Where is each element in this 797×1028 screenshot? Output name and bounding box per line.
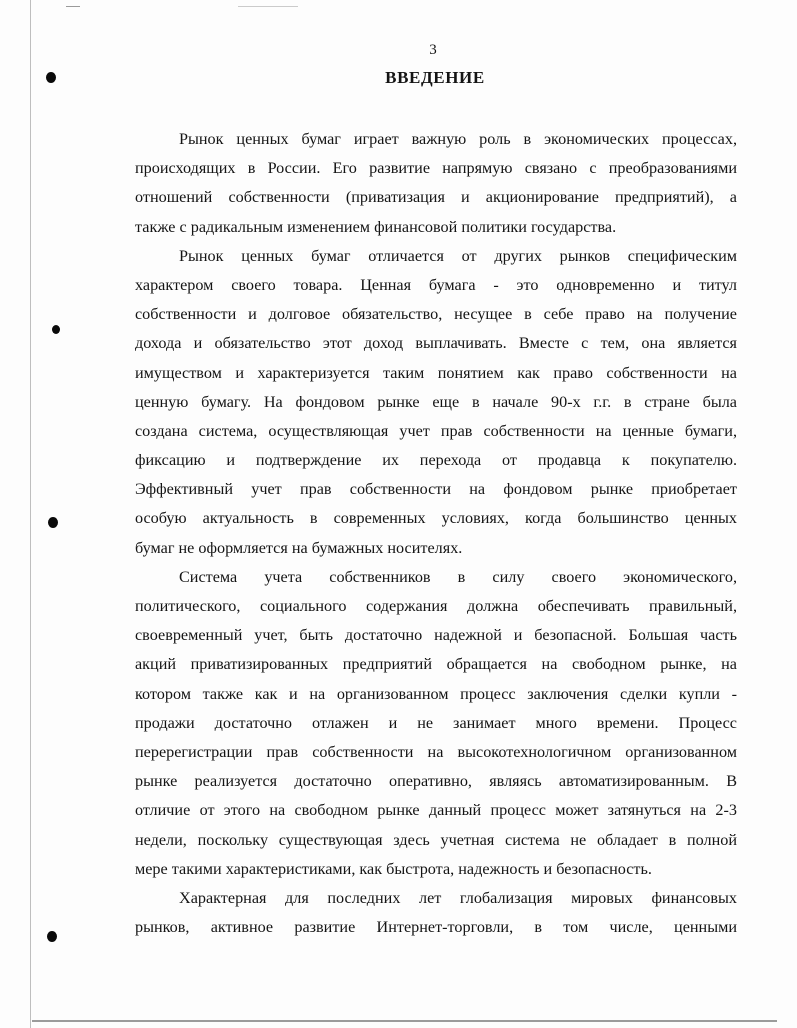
text-line: Рынок ценных бумаг играет важную роль в экономических процессах, bbox=[179, 130, 737, 148]
text-line: котором также как и на организованном процесс заключения сделки купли - bbox=[135, 684, 737, 703]
text-line: акций приватизированных предприятий обращается на свободном рынке, на bbox=[135, 655, 737, 674]
text-line: недели, поскольку существующая здесь учетная система не обладает в полной bbox=[135, 830, 737, 849]
text-line: фиксацию и подтверждение их перехода от продавца к покупателю. bbox=[135, 451, 737, 470]
scan-bottom-rule bbox=[32, 1020, 777, 1022]
text-line: продажи достаточно отлажен и не занимает много времени. Процесс bbox=[135, 713, 737, 732]
text-line: перерегистрации прав собственности на высокотехнологичном организованном bbox=[135, 742, 737, 761]
binding-hole-dot bbox=[47, 931, 57, 942]
text-line: политического, социального содержания должна обеспечивать правильный, bbox=[135, 597, 737, 615]
text-line: бумаг не оформляется на бумажных носителях. bbox=[135, 538, 463, 557]
page-title: ВВЕДЕНИЕ bbox=[385, 68, 485, 87]
page-number: 3 bbox=[429, 42, 437, 58]
text-line: Эффективный учет прав собственности на фондовом рынке приобретает bbox=[135, 480, 737, 499]
text-line: мере такими характеристиками, как быстрота, надежность и безопасность. bbox=[135, 859, 652, 878]
text-line: отношений собственности (приватизация и акционирование предприятий), а bbox=[135, 188, 737, 207]
binding-hole-dot bbox=[52, 325, 60, 334]
text-line: Система учета собственников в силу своего экономического, bbox=[179, 567, 737, 586]
scan-top-mark bbox=[238, 6, 298, 7]
text-line: Характерная для последних лет глобализация мировых финансовых bbox=[179, 888, 737, 907]
text-line: особую актуальность в современных условиях, когда большинство ценных bbox=[135, 509, 737, 528]
text-line: имуществом и характеризуется таким понятием как право собственности на bbox=[135, 363, 737, 382]
text-line: своевременный учет, быть достаточно надежной и безопасной. Большая часть bbox=[135, 626, 737, 645]
text-line: характером своего товара. Ценная бумага - это одновременно и титул bbox=[135, 275, 737, 294]
text-line: дохода и обязательство этот доход выплачивать. Вместе с тем, она является bbox=[135, 334, 737, 353]
scan-margin-line bbox=[30, 0, 31, 1028]
binding-hole-dot bbox=[48, 517, 58, 528]
text-line: ценную бумагу. На фондовом рынке еще в начале 90-х г.г. в стране была bbox=[135, 392, 737, 411]
text-line: создана система, осуществляющая учет прав собственности на ценные бумаги, bbox=[135, 421, 737, 440]
text-line: собственности и долговое обязательство, несущее в себе право на получение bbox=[135, 305, 737, 324]
text-line: рынке реализуется достаточно оперативно, являясь автоматизированным. В bbox=[135, 772, 737, 791]
scan-top-mark bbox=[66, 6, 80, 7]
text-line: происходящих в России. Его развитие напрямую связано с преобразованиями bbox=[135, 159, 737, 178]
body-text bbox=[135, 125, 737, 942]
text-line: также с радикальным изменением финансовой политики государства. bbox=[135, 217, 617, 236]
text-line: отличие от этого на свободном рынке данный процесс может затянуться на 2-3 bbox=[135, 801, 737, 820]
text-line: рынков, активное развитие Интернет-торговли, в том числе, ценными bbox=[135, 918, 737, 937]
text-line: Рынок ценных бумаг отличается от других рынков специфическим bbox=[179, 246, 737, 265]
